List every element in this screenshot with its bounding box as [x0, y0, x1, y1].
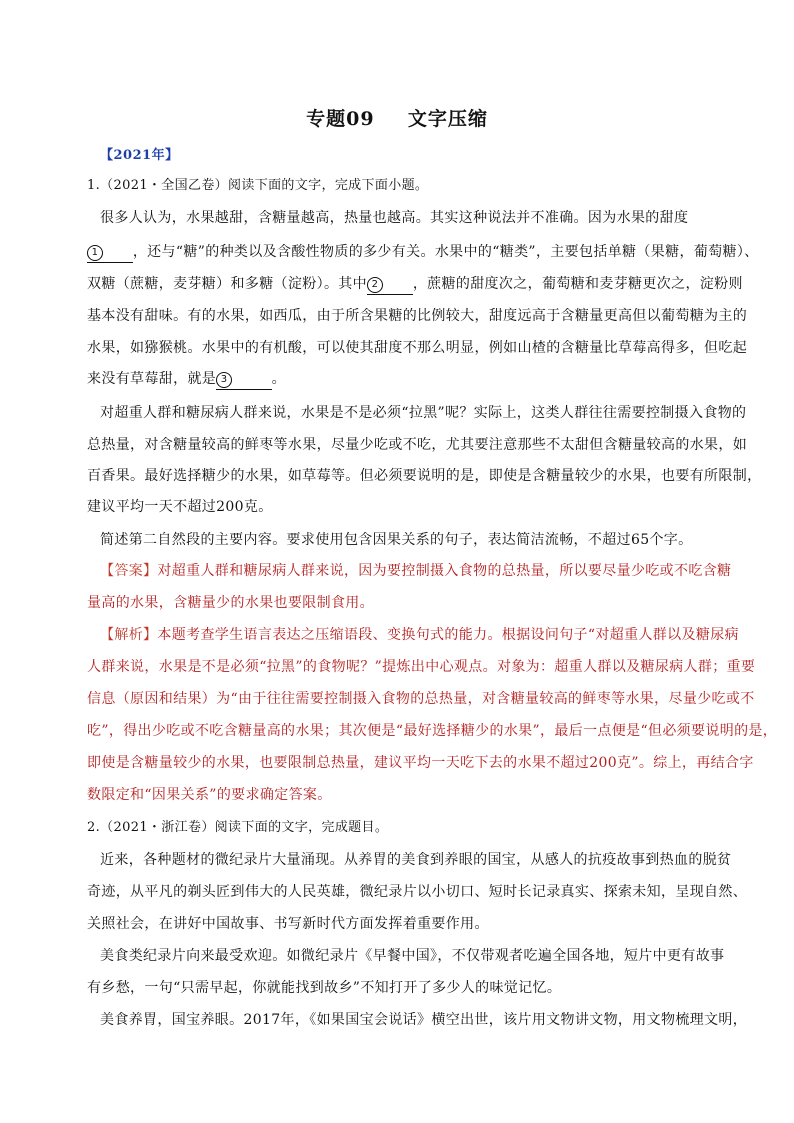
q1-analysis-line-3: 信息（原因和结果）为“由于往往需要控制摄入食物的总热量，对含糖量较高的鲜枣等水果，尽量少吃或不	[87, 691, 755, 707]
question-2-header: 2.（2021・浙江卷）阅读下面的文字，完成题目。	[87, 820, 389, 835]
q1-analysis-line-2: 人群来说，水果是不是必须“拉黑”的食物呢？”提炼出中心观点。对象为：超重人群以及糖尿病人群；重要	[87, 659, 756, 675]
title-prefix: 专题09	[306, 108, 375, 130]
blank-2-number: 2	[367, 277, 383, 293]
q1-paragraph-1-line-4: 基本没有甜味。有的水果，如西瓜，由于所含果糖的比例较大，甜度远高于含糖量更高但以葡萄糖为主的	[87, 308, 748, 324]
q1-paragraph-2-line-3: 百香果。最好选择糖少的水果，如草莓等。但必须要说明的是，即使是含糖量较少的水果，也要有所限制，	[87, 468, 762, 484]
blank-3	[216, 369, 271, 390]
q1-p1-l6-before: 来没有草莓甜，就是	[87, 371, 217, 387]
q1-paragraph-2-line-1: 对超重人群和糖尿病人群来说，水果是不是必须“拉黑”呢？实际上，这类人群往往需要控制摄入食物的	[100, 405, 747, 421]
blank-3-number: 3	[216, 372, 232, 388]
q1-p1-l3-before: 双糖（蔗糖，麦芽糖）和多糖（淀粉）。其中	[87, 276, 367, 292]
q1-analysis-line-1	[100, 625, 739, 645]
q1-p1-l6-after: 。	[271, 371, 286, 387]
analysis-text-1: 本题考查学生语言表达之压缩语段、变换句式的能力。根据设问句子“对超重人群以及糖尿病	[157, 627, 739, 643]
blank-2	[367, 274, 413, 295]
q1-analysis-line-4: 吃”，得出少吃或不吃含糖量高的水果；其次便是“最好选择糖少的水果”，最后一点便是“但必须要说明的是，	[87, 723, 778, 739]
q2-paragraph-2-line-1: 美食类纪录片向来最受欢迎。如微纪录片《早餐中国》，不仅带观者吃遍全国各地，短片中更有故事	[100, 948, 725, 964]
q2-paragraph-1-line-2: 奇迹，从平凡的剃头匠到伟大的人民英雄，微纪录片以小切口、短时长记录真实、探索未知，呈现自然、	[87, 884, 748, 900]
q2-paragraph-2-line-2: 有乡愁，一句“只需早起，你就能找到故乡”不知打开了多少人的味觉记忆。	[87, 980, 562, 996]
q1-paragraph-1-line-3	[87, 274, 743, 295]
page-title	[0, 104, 794, 131]
q1-paragraph-1-line-1: 很多人认为，水果越甜，含糖量越高，热量也越高。其实这种说法并不准确。因为水果的甜度	[100, 210, 689, 226]
q1-analysis-line-5: 即使是含糖量较少的水果，也要限制总热量，建议平均一天吃下去的水果不超过200克”。综上，再结合字	[87, 755, 754, 771]
q1-paragraph-1-line-6	[87, 369, 717, 390]
blank-1	[87, 242, 133, 263]
answer-label: 【答案】	[100, 563, 158, 579]
q1-paragraph-1-line-5: 水果，如猕猴桃。水果中的有机酸，可以使其甜度不那么明显，例如山楂的含糖量比草莓高得多，但吃起	[87, 340, 748, 356]
answer-text-1: 对超重人群和糖尿病人群来说，因为要控制摄入食物的总热量，所以要尽量少吃或不吃含糖	[157, 563, 732, 579]
title-main: 文字压缩	[407, 108, 488, 130]
q2-paragraph-1-line-3: 关照社会，在讲好中国故事、书写新时代方面发挥着重要作用。	[87, 916, 489, 932]
q1-paragraph-2-line-2: 总热量，对含糖量较高的鲜枣等水果，尽量少吃或不吃，尤其要注意那些不太甜但含糖量较高的水果，如	[87, 437, 748, 453]
q1-answer-line-1	[100, 561, 730, 581]
q1-p1-l2-text: ，还与“糖”的种类以及含酸性物质的多少有关。水果中的“糖类”，主要包括单糖（果糖，葡萄糖）、	[132, 244, 759, 260]
q1-paragraph-1-line-2	[87, 242, 759, 263]
q2-paragraph-1-line-1: 近来，各种题材的微纪录片大量涌现。从养胃的美食到养眼的国宝，从感人的抗疫故事到热血的脱贫	[100, 852, 732, 868]
q1-p1-l3-after: ，蔗糖的甜度次之，葡萄糖和麦芽糖更次之，淀粉则	[412, 276, 743, 292]
question-1-header: 1.（2021・全国乙卷）阅读下面的文字，完成下面小题。	[87, 178, 429, 193]
blank-1-number: 1	[87, 245, 103, 261]
q1-task: 简述第二自然段的主要内容。要求使用包含因果关系的句子，表达简洁流畅，不超过65个字。	[100, 532, 693, 548]
q1-analysis-line-6: 数限定和“因果关系”的要求确定答案。	[87, 787, 332, 803]
year-section-tag: 【2021年】	[100, 148, 179, 163]
q2-paragraph-3-line-1: 美食养胃，国宝养眼。2017年，《如果国宝会说话》横空出世，该片用文物讲文物，用文物梳理文明，	[100, 1012, 748, 1028]
q1-paragraph-2-line-4: 建议平均一天不超过200克。	[87, 499, 273, 515]
analysis-label: 【解析】	[100, 627, 158, 643]
q1-answer-line-2: 量高的水果，含糖量少的水果也要限制食用。	[87, 595, 374, 611]
